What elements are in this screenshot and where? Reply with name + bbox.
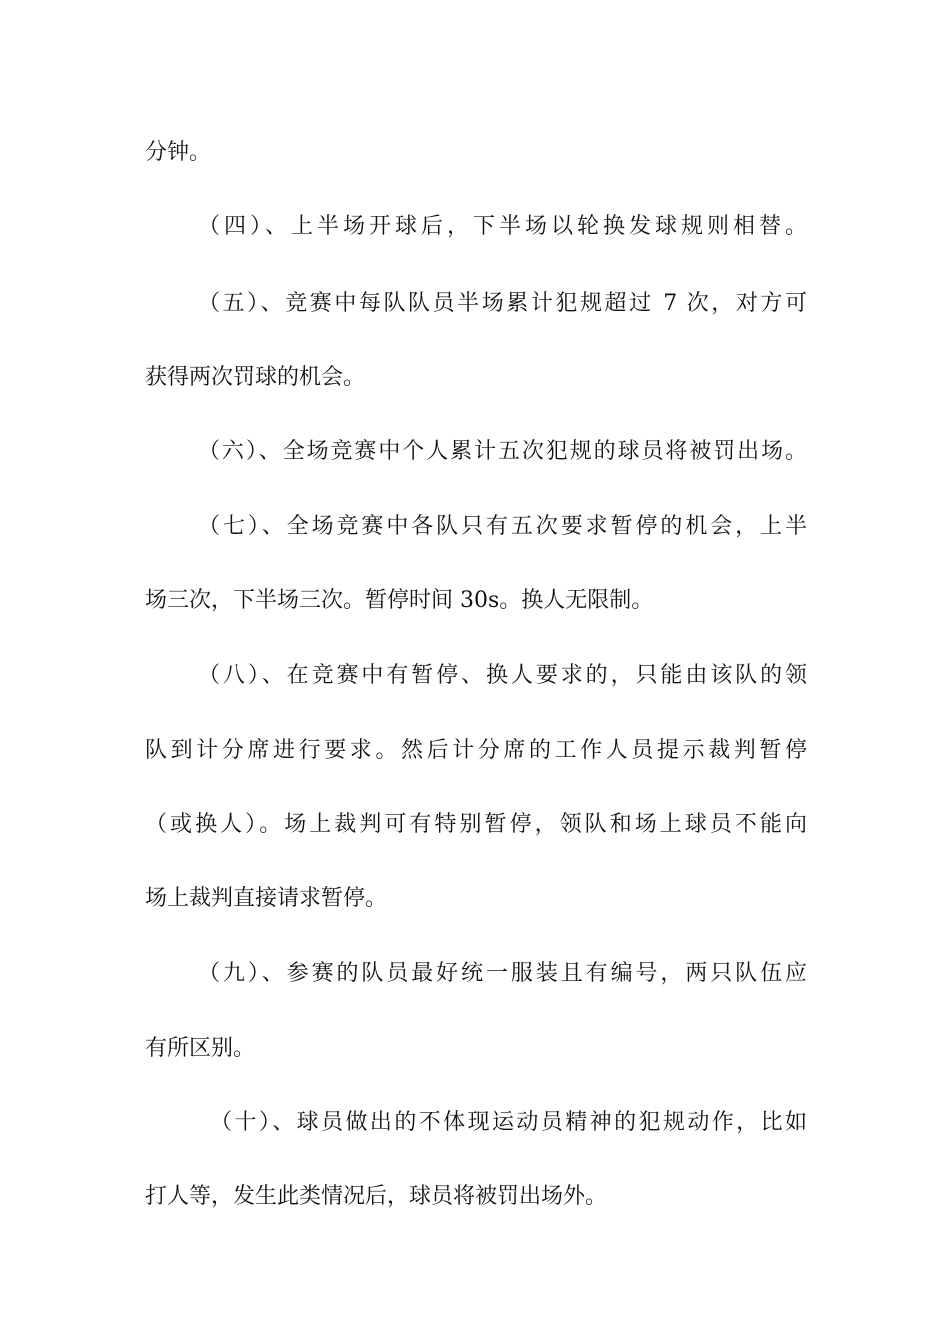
rule-10-line-1: （十）、球员做出的不体现运动员精神的犯规动作，比如 xyxy=(210,1110,807,1135)
rule-9-line-2: 有所区别。 xyxy=(145,1036,256,1061)
rule-7-line-1: （七）、全场竞赛中各队只有五次要求暂停的机会，上半 xyxy=(198,514,807,539)
rule-8-line-4: 场上裁判直接请求暂停。 xyxy=(145,886,388,911)
rule-4-line-1: （四）、上半场开球后，下半场以轮换发球规则相替。 xyxy=(198,214,807,239)
rule-8-line-3: （或换人）。场上裁判可有特别暂停，领队和场上球员不能向 xyxy=(145,812,807,837)
rule-8-line-2: 队到计分席进行要求。然后计分席的工作人员提示裁判暂停 xyxy=(145,738,807,763)
rule-5-line-2: 获得两次罚球的机会。 xyxy=(145,365,366,390)
rule-10-line-2: 打人等，发生此类情况后，球员将被罚出场外。 xyxy=(145,1184,608,1209)
rule-5-line-1: （五）、竞赛中每队队员半场累计犯规超过 7 次，对方可 xyxy=(198,291,807,316)
rule-8-line-1: （八）、在竞赛中有暂停、换人要求的，只能由该队的领 xyxy=(198,663,807,688)
text-line-1: 分钟。 xyxy=(145,140,212,165)
rule-6-line-1: （六）、全场竞赛中个人累计五次犯规的球员将被罚出场。 xyxy=(198,439,807,464)
rule-9-line-1: （九）、参赛的队员最好统一服装且有编号，两只队伍应 xyxy=(198,961,807,986)
rule-7-line-2: 场三次，下半场三次。暂停时间 30s。换人无限制。 xyxy=(145,588,654,613)
